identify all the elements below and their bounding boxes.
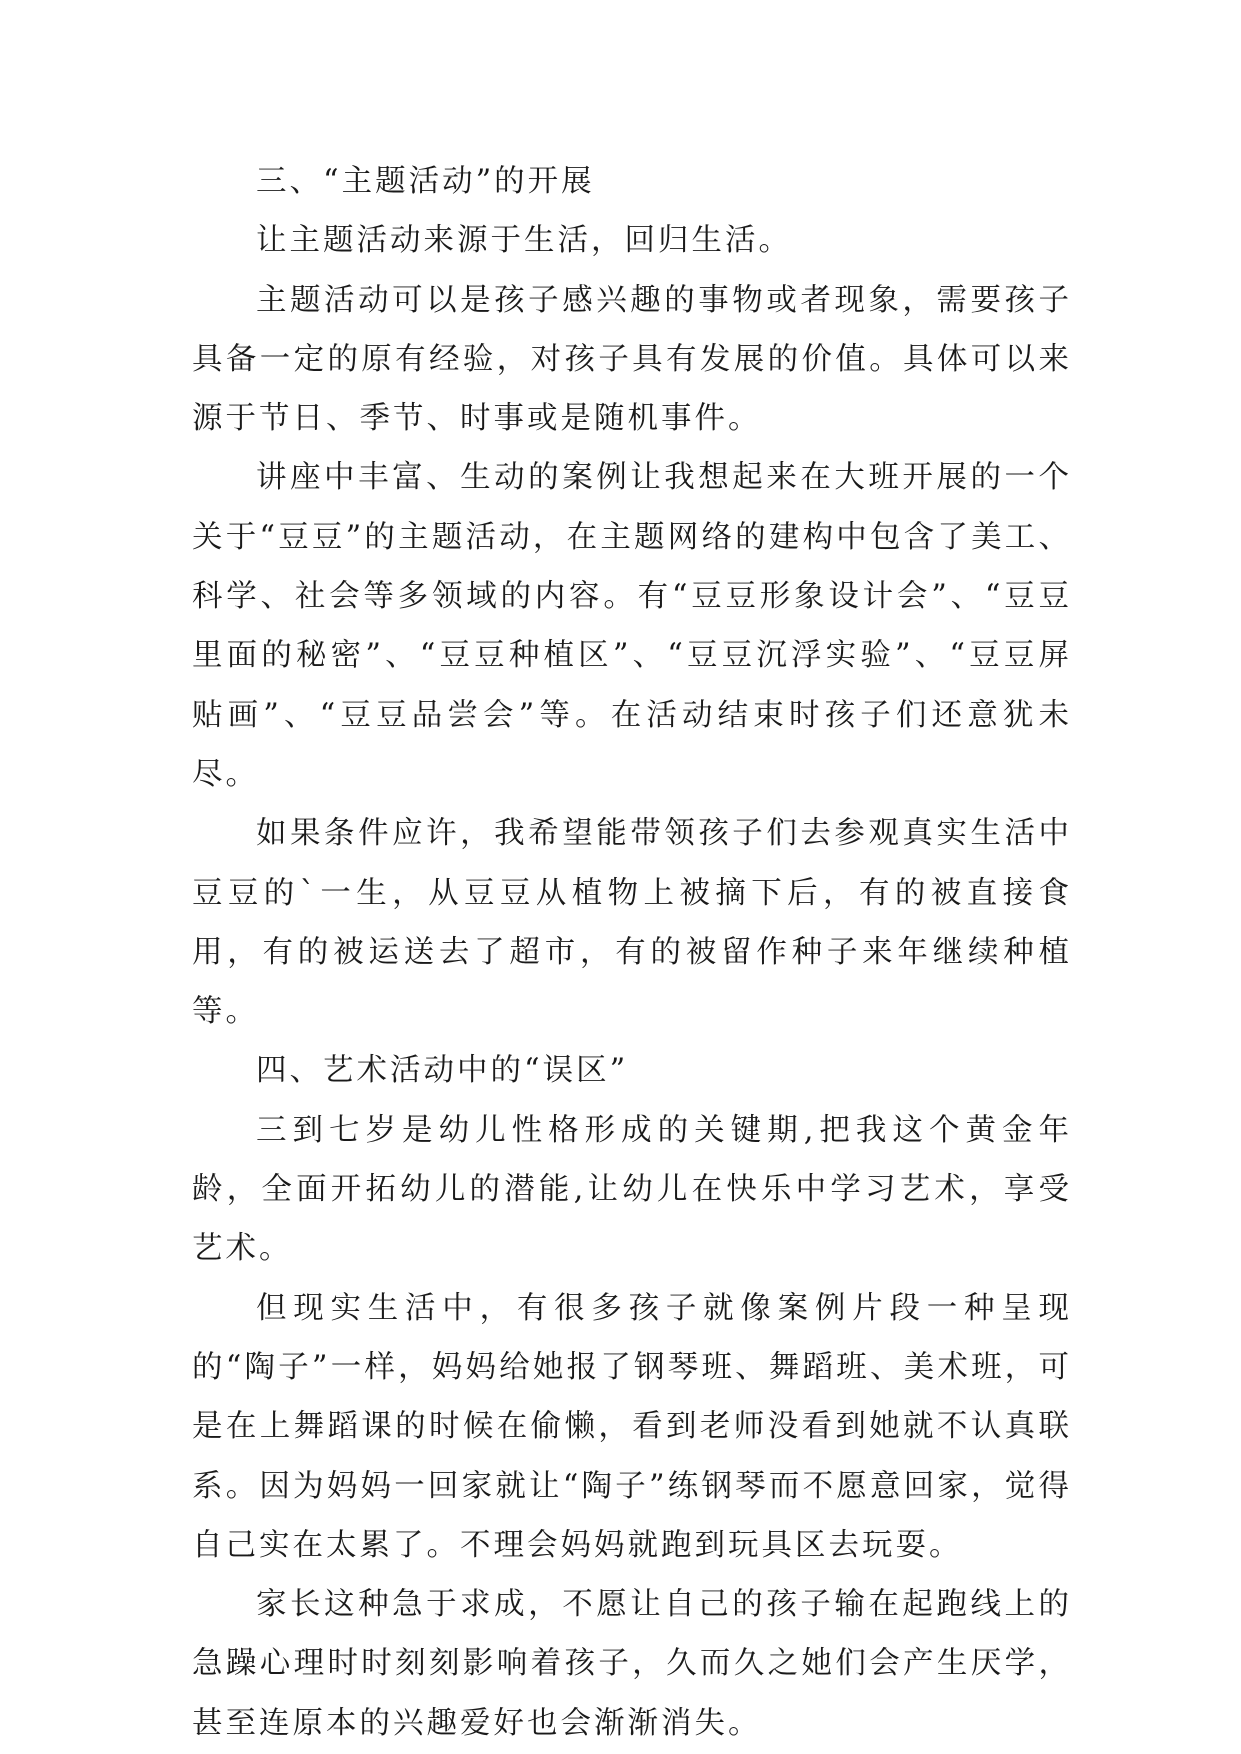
section-heading-3: 三、“主题活动”的开展 (256, 164, 595, 199)
document-body (192, 152, 1072, 1753)
paragraph: 如果条件应许，我希望能带领孩子们去参观真实生活中豆豆的`一生，从豆豆从植物上被摘下后，有的被直接食用，有的被运送去了超市，有的被留作种子来年继续种植等。 (192, 816, 1072, 1030)
paragraph: 三到七岁是幼儿性格形成的关键期,把我这个黄金年龄，全面开拓幼儿的潜能,让幼儿在快乐中学习艺术，享受艺术。 (192, 1112, 1072, 1267)
paragraph: 让主题活动来源于生活，回归生活。 (256, 223, 792, 259)
paragraph: 讲座中丰富、生动的案例让我想起来在大班开展的一个关于“豆豆”的主题活动，在主题网络的建构中包含了美工、科学、社会等多领域的内容。有“豆豆形象设计会”、“豆豆里面的秘密”、“豆豆种植区”、“豆豆沉浮实验”、“豆豆屏贴画”、“豆豆品尝会”等。在活动结束时孩子们还意犹未尽。 (192, 460, 1072, 792)
paragraph: 主题活动可以是孩子感兴趣的事物或者现象，需要孩子具备一定的原有经验，对孩子具有发展的价值。具体可以来源于节日、季节、时事或是随机事件。 (192, 282, 1072, 437)
paragraph: 但现实生活中，有很多孩子就像案例片段一种呈现的“陶子”一样，妈妈给她报了钢琴班、舞蹈班、美术班，可是在上舞蹈课的时候在偷懒，看到老师没看到她就不认真联系。因为妈妈一回家就让“陶子”练钢琴而不愿意回家，觉得自己实在太累了。不理会妈妈就跑到玩具区去玩耍。 (192, 1290, 1072, 1563)
paragraph: 家长这种急于求成，不愿让自己的孩子输在起跑线上的急躁心理时时刻刻影响着孩子，久而久之她们会产生厌学，甚至连原本的兴趣爱好也会渐渐消失。 (192, 1587, 1072, 1741)
section-heading-4: 四、艺术活动中的“误区” (256, 1053, 629, 1089)
